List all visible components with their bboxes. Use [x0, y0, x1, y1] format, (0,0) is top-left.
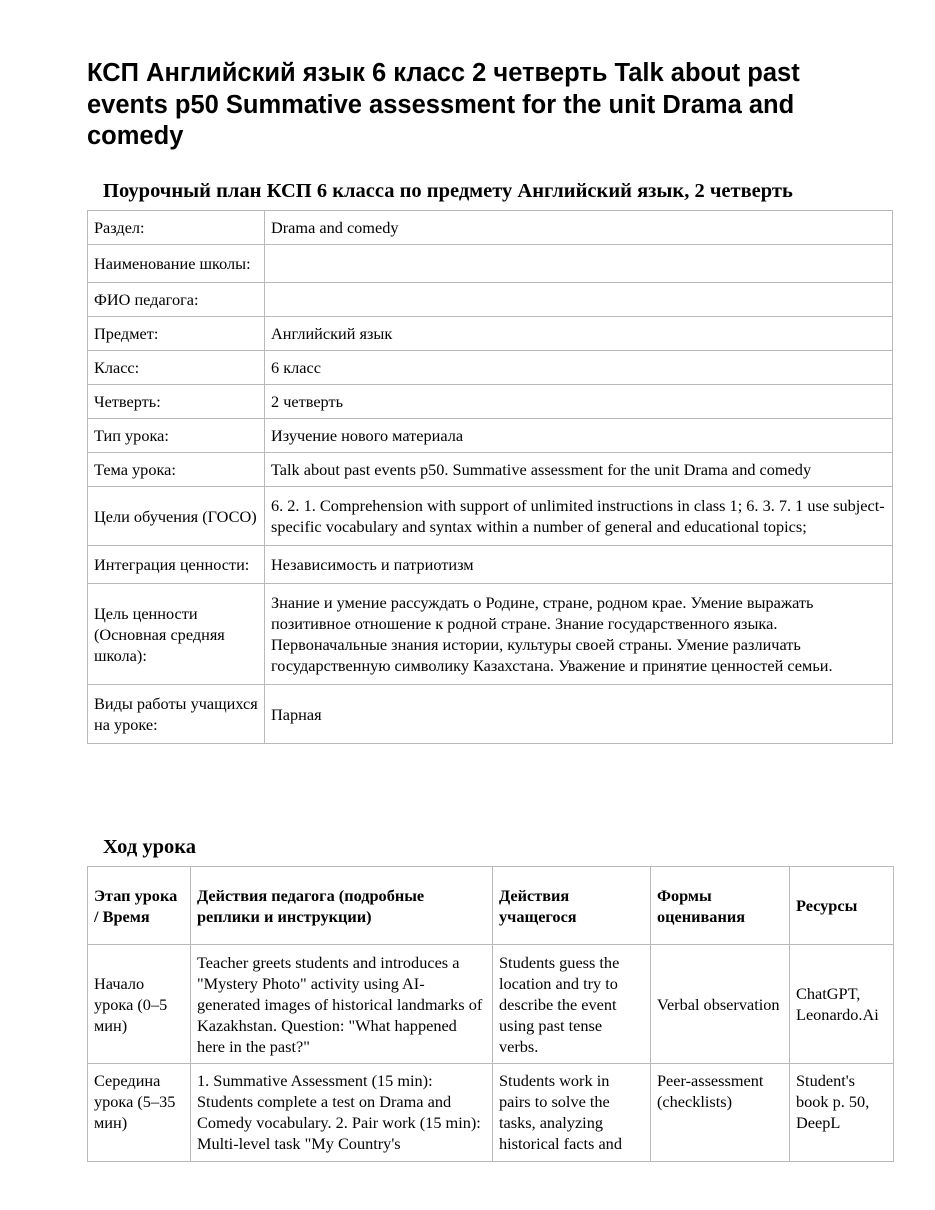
plan-label: Цели обучения (ГОСО)	[88, 487, 265, 546]
assessment-cell	[651, 1064, 790, 1162]
plan-row-teacher	[88, 283, 893, 317]
plan-value: Парная	[265, 685, 893, 744]
assessment-cell: Verbal observation	[651, 945, 790, 1064]
plan-value: 6. 2. 1. Comprehension with support of unlimited instructions in class 1; 6. 3. 7. 1 use subject-specific vocabulary and syntax within a number of general and educational topics;	[265, 487, 893, 546]
plan-value: Talk about past events p50. Summative assessment for the unit Drama and comedy	[265, 453, 893, 487]
document-title: КСП Английский язык 6 класс 2 четверть Talk about past events p50 Summative assessment for the unit Drama and comedy	[87, 59, 800, 150]
plan-row-lesson-type	[88, 419, 893, 453]
teacher-actions-cell: Teacher greets students and introduces a "Mystery Photo" activity using AI-generated images of historical landmarks of Kazakhstan. Question: "What happened here in the past?"	[191, 945, 493, 1064]
plan-row-value-goal	[88, 584, 893, 685]
plan-label: Наименование школы:	[88, 245, 265, 283]
student-actions-cell	[493, 1064, 651, 1162]
lesson-row-beginning	[88, 945, 894, 1064]
plan-value: 2 четверть	[265, 385, 893, 419]
plan-label: Виды работы учащихся на уроке:	[88, 685, 265, 744]
column-header-student-actions: Действия учащегося	[493, 867, 651, 945]
plan-value: Изучение нового материала	[265, 419, 893, 453]
plan-label: Раздел:	[88, 211, 265, 245]
plan-label: Тема урока:	[88, 453, 265, 487]
plan-row-grade	[88, 351, 893, 385]
column-header-assessment: Формы оценивания	[651, 867, 790, 945]
plan-label: Четверть:	[88, 385, 265, 419]
plan-value	[265, 245, 893, 283]
lesson-header-row	[88, 867, 894, 945]
plan-label: Предмет:	[88, 317, 265, 351]
column-header-stage: Этап урока / Время	[88, 867, 191, 945]
plan-row-subject	[88, 317, 893, 351]
plan-value: 6 класс	[265, 351, 893, 385]
plan-table	[87, 210, 893, 744]
plan-value: Английский язык	[265, 317, 893, 351]
plan-label: Цель ценности (Основная средняя школа):	[88, 584, 265, 685]
plan-row-quarter	[88, 385, 893, 419]
resources-text: Student's book p. 50, DeepL	[796, 1071, 870, 1132]
student-actions-cell: Students guess the location and try to describe the event using past tense verbs.	[493, 945, 651, 1064]
resources-cell: ChatGPT, Leonardo.Ai	[790, 945, 894, 1064]
column-header-resources: Ресурсы	[790, 867, 894, 945]
teacher-actions-text: 1. Summative Assessment (15 min): Students complete a test on Drama and Comedy vocabulary. 2. Pair work (15 min): Multi-level task "My Country's	[197, 1071, 481, 1153]
plan-label: Интеграция ценности:	[88, 546, 265, 584]
plan-value	[265, 283, 893, 317]
lesson-row-middle	[88, 1064, 894, 1162]
assessment-text: Peer-assessment (checklists)	[657, 1071, 764, 1111]
plan-value: Независимость и патриотизм	[265, 546, 893, 584]
plan-row-section	[88, 211, 893, 245]
plan-value: Drama and comedy	[265, 211, 893, 245]
lesson-heading: Ход урока	[103, 836, 196, 858]
plan-row-topic	[88, 453, 893, 487]
plan-row-values	[88, 546, 893, 584]
teacher-actions-cell	[191, 1064, 493, 1162]
plan-value: Знание и умение рассуждать о Родине, стране, родном крае. Умение выражать позитивное отношение к родной стране. Знание государственного языка. Первоначальные знания истории, культуры своей страны. Умение различать государственную символику Казахстана. Уважение и принятие ценностей семьи.	[265, 584, 893, 685]
plan-heading: Поурочный план КСП 6 класса по предмету Английский язык, 2 четверть	[103, 180, 793, 202]
stage-cell: Начало урока (0–5 мин)	[88, 945, 191, 1064]
plan-label: Тип урока:	[88, 419, 265, 453]
plan-label: Класс:	[88, 351, 265, 385]
column-header-teacher-actions: Действия педагога (подробные реплики и инструкции)	[191, 867, 493, 945]
lesson-table	[87, 866, 894, 1162]
plan-row-objectives	[88, 487, 893, 546]
stage-cell	[88, 1064, 191, 1162]
resources-cell	[790, 1064, 894, 1162]
plan-label: ФИО педагога:	[88, 283, 265, 317]
plan-row-school	[88, 245, 893, 283]
plan-row-work-types	[88, 685, 893, 744]
student-actions-text: Students work in pairs to solve the tasks, analyzing historical facts and	[499, 1071, 622, 1153]
stage-text: Середина урока (5–35 мин)	[94, 1071, 176, 1132]
